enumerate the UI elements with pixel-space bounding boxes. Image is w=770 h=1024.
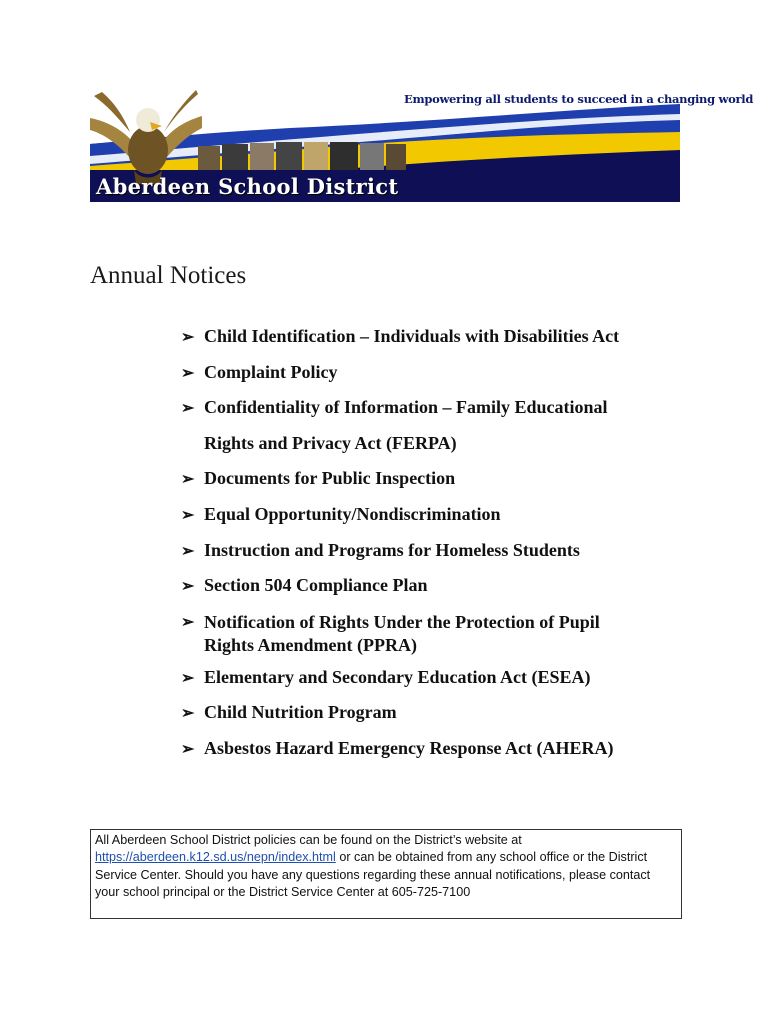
notice-item-text: Section 504 Compliance Plan	[204, 575, 428, 595]
page-title: Annual Notices	[90, 261, 247, 289]
notice-item-text: Equal Opportunity/Nondiscrimination	[204, 504, 501, 524]
arrow-bullet-icon: ➢	[181, 365, 195, 382]
banner-tagline: Empowering all students to succeed in a changing world	[404, 92, 754, 106]
policy-info-box	[90, 829, 682, 919]
arrow-bullet-icon: ➢	[181, 705, 195, 722]
notice-item	[181, 611, 701, 667]
arrow-bullet-icon: ➢	[181, 471, 195, 488]
notice-item	[181, 702, 701, 738]
arrow-bullet-icon: ➢	[181, 329, 195, 346]
footer-text-after: or can be obtained from any school office or the District Service Center. Should you have any questions regarding these annual notifications, please contact your school principal or the District Service Center at 605-725-7100	[95, 850, 651, 900]
arrow-bullet-icon: ➢	[181, 507, 195, 524]
notice-item-text	[204, 611, 701, 657]
notice-line-1: Notification of Rights Under the Protection of Pupil	[204, 612, 600, 632]
notice-item-text: Documents for Public Inspection	[204, 468, 456, 488]
notice-line-2: Rights Amendment (PPRA)	[204, 635, 417, 655]
notice-item	[181, 540, 701, 575]
district-policy-link[interactable]: https://aberdeen.k12.sd.us/nepn/index.html	[95, 850, 336, 865]
footer-text-before: All Aberdeen School District policies can be found on the District’s website at	[95, 833, 522, 847]
notice-item	[181, 504, 701, 540]
notice-item	[181, 468, 701, 504]
arrow-bullet-icon: ➢	[181, 578, 195, 595]
notice-item	[181, 667, 701, 702]
notice-line-1: Confidentiality of Information – Family Educational	[204, 397, 608, 417]
student-photos	[198, 142, 406, 170]
notice-item	[181, 326, 701, 362]
notice-item	[181, 738, 701, 774]
notice-item-text	[204, 389, 701, 461]
notice-list	[181, 326, 701, 774]
notice-item-text: Child Identification – Individuals with Disabilities Act	[204, 326, 620, 346]
arrow-bullet-icon: ➢	[181, 614, 195, 631]
notice-item-text: Asbestos Hazard Emergency Response Act (AHERA)	[204, 738, 614, 758]
notice-item	[181, 575, 701, 611]
notice-line-2: Rights and Privacy Act (FERPA)	[204, 433, 457, 453]
notice-item	[181, 397, 701, 468]
arrow-bullet-icon: ➢	[181, 543, 195, 560]
notice-item-text: Child Nutrition Program	[204, 702, 397, 722]
notice-item-text: Elementary and Secondary Education Act (ESEA)	[204, 667, 591, 687]
arrow-bullet-icon: ➢	[181, 400, 195, 417]
notice-item-text: Instruction and Programs for Homeless Students	[204, 540, 580, 560]
arrow-bullet-icon: ➢	[181, 741, 195, 758]
district-name: Aberdeen School District	[96, 174, 399, 199]
notice-item-text: Complaint Policy	[204, 362, 338, 382]
arrow-bullet-icon: ➢	[181, 670, 195, 687]
